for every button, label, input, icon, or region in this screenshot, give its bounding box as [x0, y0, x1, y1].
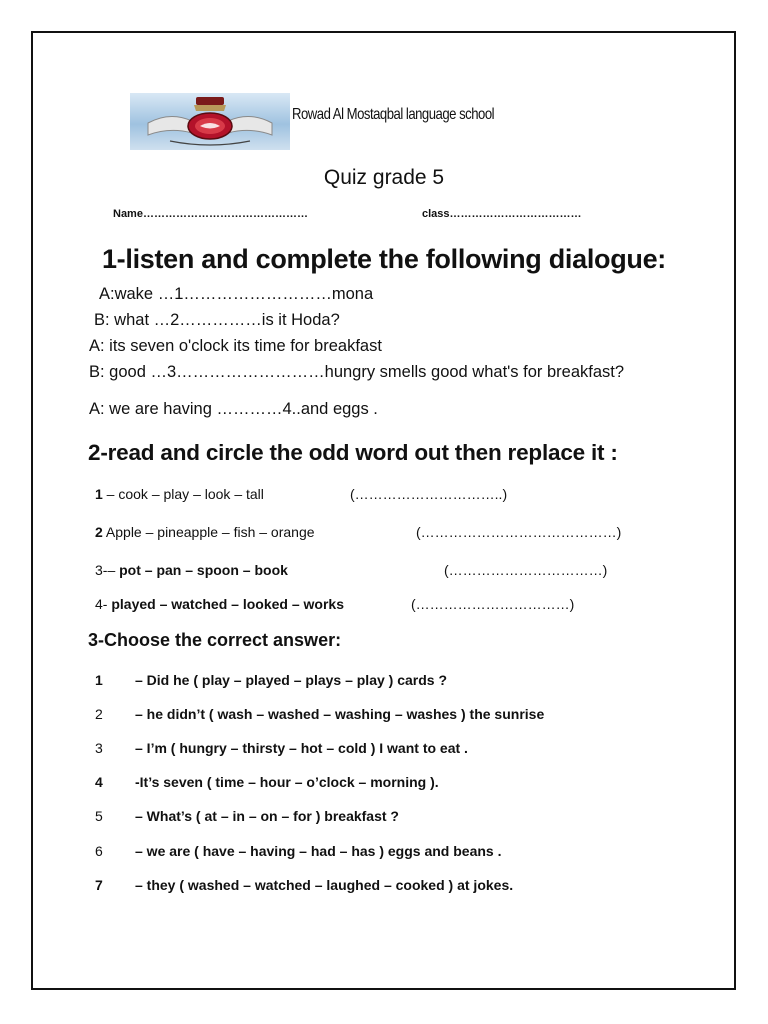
question-number: 6	[95, 843, 103, 859]
answer-blank: (……………………………)	[411, 596, 575, 612]
school-name: Rowad Al Mostaqbal language school	[292, 106, 495, 123]
question-number: 3	[95, 740, 103, 756]
item-words: played – watched – looked – works	[111, 596, 344, 612]
item-words: – cook – play – look – tall	[102, 486, 264, 502]
dialogue-line: B: what …2……………is it Hoda?	[94, 311, 340, 329]
question-number: 7	[95, 877, 103, 893]
question-text: – Did he ( play – played – plays – play ) cards ?	[135, 672, 448, 688]
question-text: – he didn’t ( wash – washed – washing – washes ) the sunrise	[135, 706, 545, 722]
odd-word-item	[95, 596, 344, 612]
school-logo	[130, 93, 290, 150]
class-field: class………………………………	[422, 208, 582, 220]
answer-blank: (……………………………………)	[416, 524, 622, 540]
item-words: pot – pan – spoon – book	[119, 562, 288, 578]
answer-blank: (…………………………..)	[350, 486, 508, 502]
item-number: 2	[95, 524, 103, 540]
section2-heading: 2-read and circle the odd word out then replace it :	[88, 440, 618, 465]
question-number: 2	[95, 706, 103, 722]
item-number: 3-–	[95, 562, 120, 578]
section1-heading: 1-listen and complete the following dialogue:	[101, 244, 667, 274]
name-field: Name………………………………………	[113, 208, 308, 220]
odd-word-item	[95, 486, 264, 502]
quiz-title: Quiz grade 5	[323, 166, 445, 189]
section3-heading: 3-Choose the correct answer:	[88, 630, 342, 650]
item-number: 4-	[95, 596, 112, 612]
answer-blank: (……………………………)	[444, 562, 608, 578]
odd-word-item	[95, 562, 288, 578]
question-text: – What’s ( at – in – on – for ) breakfast ?	[135, 808, 399, 824]
question-text: -It’s seven ( time – hour – o’clock – morning ).	[135, 774, 439, 790]
item-number: 1	[95, 486, 103, 502]
dialogue-line: A: we are having …………4..and eggs .	[89, 400, 378, 418]
dialogue-line: B: good …3………………………hungry smells good what's for breakfast?	[89, 363, 625, 381]
question-text: – we are ( have – having – had – has ) eggs and beans .	[135, 843, 502, 859]
item-words: Apple – pineapple – fish – orange	[102, 524, 315, 540]
question-text: – they ( washed – watched – laughed – cooked ) at jokes.	[135, 877, 514, 893]
question-number: 1	[95, 672, 103, 688]
dialogue-line: A: its seven o'clock its time for breakfast	[89, 337, 382, 355]
odd-word-item	[95, 524, 315, 540]
question-number: 4	[95, 774, 103, 790]
question-number: 5	[95, 808, 103, 824]
dialogue-line: A:wake …1………………………mona	[99, 285, 374, 303]
question-text: – I’m ( hungry – thirsty – hot – cold ) I want to eat .	[135, 740, 468, 756]
